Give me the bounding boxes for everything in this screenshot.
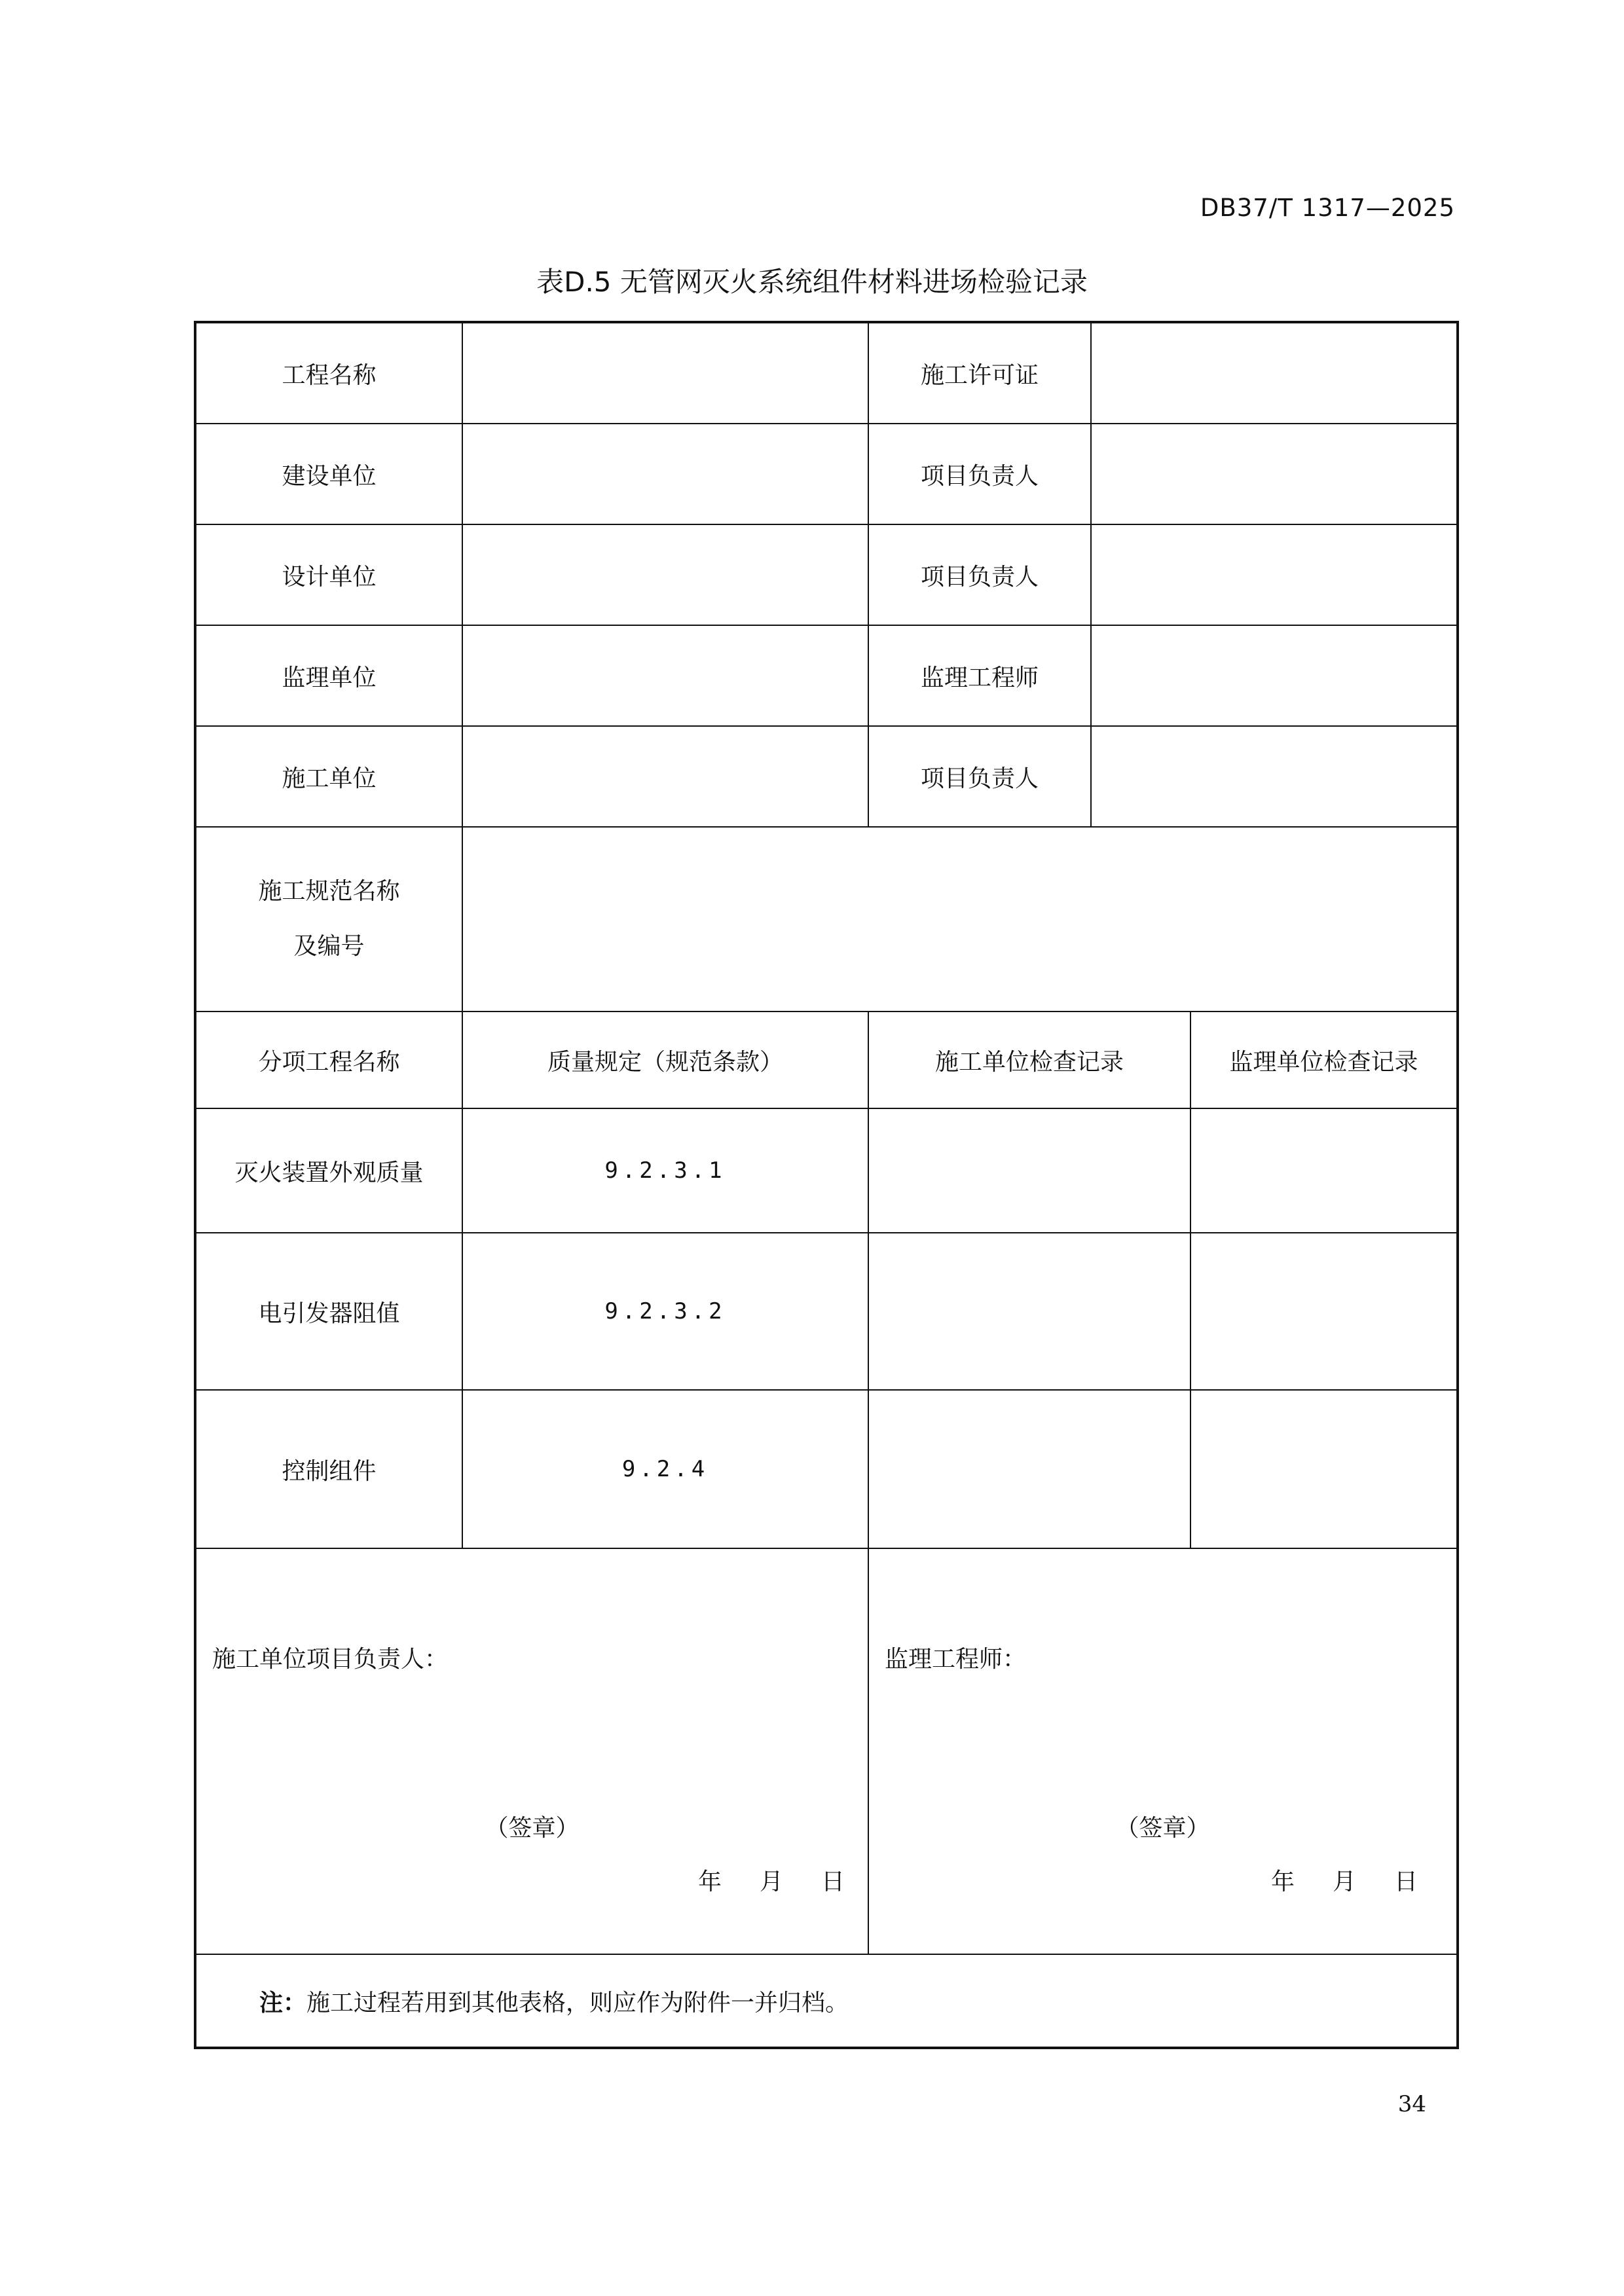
info-row-construction <box>195 726 1458 827</box>
date-day: 日 <box>821 1868 845 1895</box>
item-name: 灭火装置外观质量 <box>195 1108 462 1233</box>
spec-label <box>195 827 462 1011</box>
date-year: 年 <box>1271 1868 1295 1895</box>
item-name: 电引发器阻值 <box>195 1233 462 1390</box>
supervision-seal-text: （签章） <box>1115 1815 1210 1842</box>
design-unit-field[interactable] <box>462 524 868 625</box>
table-row <box>195 1390 1458 1548</box>
note-text: 施工过程若用到其他表格，则应作为附件一并归档。 <box>306 1989 849 2016</box>
header-item-name: 分项工程名称 <box>195 1011 462 1108</box>
construction-manager-field[interactable] <box>1091 726 1458 827</box>
form-title: 表D.5 无管网灭火系统组件材料进场检验记录 <box>536 266 1088 298</box>
header-quality-clause: 质量规定（规范条款） <box>462 1011 868 1108</box>
standard-code: DB37/T 1317—2025 <box>1200 194 1455 222</box>
construction-record-field[interactable] <box>868 1108 1190 1233</box>
item-clause: 9.2.4 <box>462 1390 868 1548</box>
spec-row <box>195 827 1458 1011</box>
construction-unit-label: 施工单位 <box>195 726 462 827</box>
info-row-owner <box>195 424 1458 524</box>
permit-field[interactable] <box>1091 322 1458 424</box>
header-supervision-record: 监理单位检查记录 <box>1190 1011 1458 1108</box>
date-month: 月 <box>1333 1868 1357 1895</box>
construction-manager-label: 项目负责人 <box>868 726 1091 827</box>
construction-seal-text: （签章） <box>485 1815 580 1842</box>
construction-sign-date <box>698 1863 845 1897</box>
check-header-row <box>195 1011 1458 1108</box>
supervision-record-field[interactable] <box>1190 1108 1458 1233</box>
note-row <box>195 1954 1458 2048</box>
spec-field[interactable] <box>462 827 1458 1011</box>
design-manager-field[interactable] <box>1091 524 1458 625</box>
supervision-signature-label: 监理工程师： <box>885 1646 1027 1673</box>
note-prefix: 注： <box>259 1988 307 2016</box>
project-name-field[interactable] <box>462 322 868 424</box>
construction-unit-field[interactable] <box>462 726 868 827</box>
project-name-label: 工程名称 <box>195 322 462 424</box>
supervision-sign-date <box>1271 1863 1418 1897</box>
table-row <box>195 1233 1458 1390</box>
supervision-engineer-field[interactable] <box>1091 625 1458 726</box>
info-row-design <box>195 524 1458 625</box>
info-row-project-name <box>195 322 1458 424</box>
construction-signature-label: 施工单位项目负责人： <box>212 1646 449 1673</box>
header-construction-record: 施工单位检查记录 <box>868 1011 1190 1108</box>
supervision-unit-field[interactable] <box>462 625 868 726</box>
supervision-engineer-label: 监理工程师 <box>868 625 1091 726</box>
supervision-record-field[interactable] <box>1190 1390 1458 1548</box>
owner-unit-field[interactable] <box>462 424 868 524</box>
info-row-supervision <box>195 625 1458 726</box>
design-unit-label: 设计单位 <box>195 524 462 625</box>
date-month: 月 <box>760 1868 784 1895</box>
date-day: 日 <box>1394 1868 1418 1895</box>
supervision-unit-label: 监理单位 <box>195 625 462 726</box>
design-manager-label: 项目负责人 <box>868 524 1091 625</box>
date-year: 年 <box>698 1868 722 1895</box>
signature-row <box>195 1548 1458 1954</box>
item-name: 控制组件 <box>195 1390 462 1548</box>
permit-label: 施工许可证 <box>868 322 1091 424</box>
item-clause: 9.2.3.1 <box>462 1108 868 1233</box>
inspection-form-table <box>194 321 1459 2049</box>
construction-signature-block[interactable] <box>195 1548 868 1954</box>
owner-manager-label: 项目负责人 <box>868 424 1091 524</box>
item-clause: 9.2.3.2 <box>462 1233 868 1390</box>
supervision-signature-block[interactable] <box>868 1548 1458 1954</box>
construction-record-field[interactable] <box>868 1390 1190 1548</box>
table-row <box>195 1108 1458 1233</box>
spec-label-line1: 施工规范名称 <box>258 878 400 905</box>
owner-manager-field[interactable] <box>1091 424 1458 524</box>
spec-label-line2: 及编号 <box>293 933 365 960</box>
owner-unit-label: 建设单位 <box>195 424 462 524</box>
page-number: 34 <box>1397 2091 1426 2117</box>
note-cell <box>195 1954 1458 2048</box>
supervision-record-field[interactable] <box>1190 1233 1458 1390</box>
construction-record-field[interactable] <box>868 1233 1190 1390</box>
